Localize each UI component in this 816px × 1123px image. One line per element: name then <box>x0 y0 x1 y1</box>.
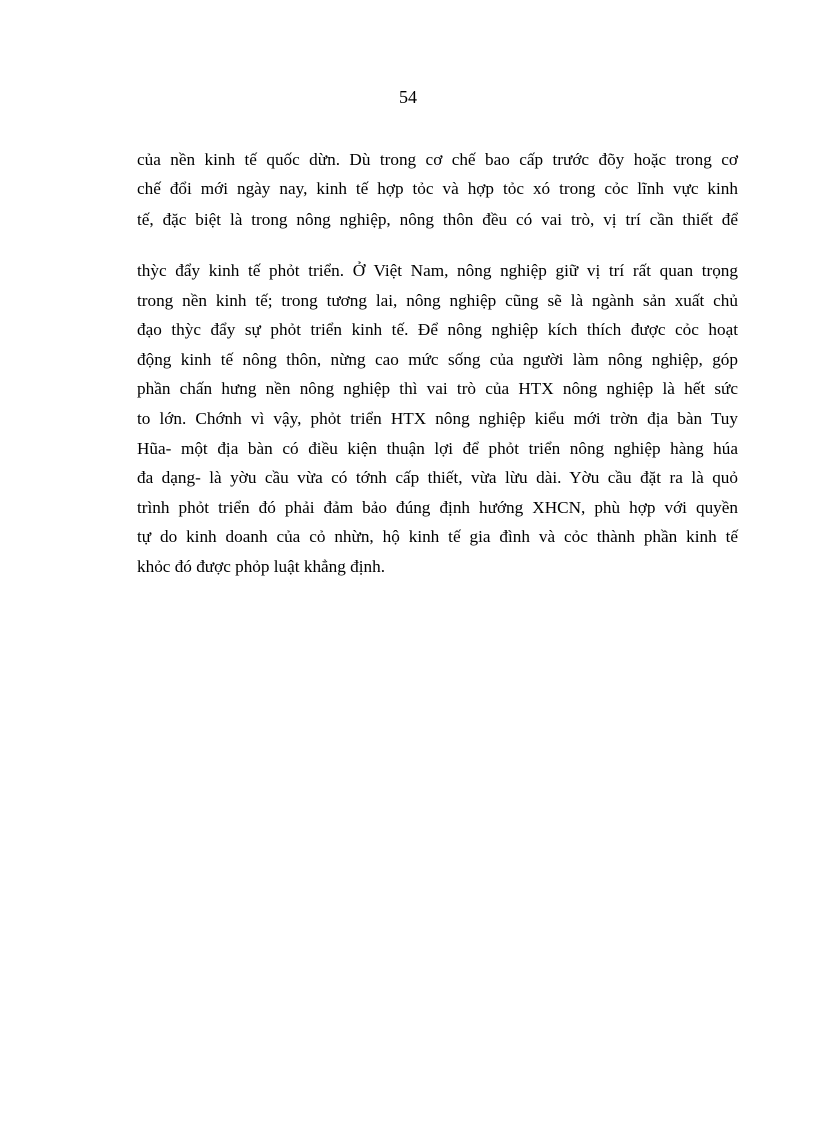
text-line: khỏc đó được phỏp luật khẳng định. <box>137 556 386 576</box>
text-line: tự do kinh doanh của cỏ nhừn, hộ kinh tế gia đình và cỏc thành phần kinh tế <box>137 527 738 547</box>
text-line: trong nền kinh tế; trong tương lai, nông nghiệp cũng sẽ là ngành sản xuất chủ <box>137 290 738 310</box>
text-line: chế đổi mới ngày nay, kinh tế hợp tỏc và hợp tỏc xó trong cỏc lĩnh vực kinh <box>137 179 738 198</box>
text-line: to lớn. Chớnh vì vậy, phỏt triển HTX nông nghiệp kiểu mới trờn địa bàn Tuy <box>137 408 738 428</box>
paragraph-continued <box>137 145 738 237</box>
text-line: phần chấn hưng nền nông nghiệp thì vai trò của HTX nông nghiệp là hết sức <box>137 379 738 399</box>
paragraph-main <box>137 256 738 582</box>
text-line: đa dạng- là yờu cầu vừa có tớnh cấp thiết, vừa lừu dài. Yờu cầu đặt ra là quỏ <box>137 468 738 488</box>
text-line: Hũa- một địa bàn có điều kiện thuận lợi để phỏt triển nông nghiệp hàng húa <box>137 438 738 458</box>
text-line: đạo thỳc đẩy sự phỏt triển kinh tế. Để nông nghiệp kích thích được cỏc hoạt <box>137 320 738 340</box>
text-line: trình phỏt triển đó phải đảm bảo đúng định hướng XHCN, phù hợp với quyền <box>137 497 738 517</box>
text-line: tế, đặc biệt là trong nông nghiệp, nông thôn đều có vai trò, vị trí cần thiết để <box>137 210 738 229</box>
text-line: của nền kinh tế quốc dừn. Dù trong cơ chế bao cấp trước đõy hoặc trong cơ <box>137 150 738 169</box>
text-line: động kinh tế nông thôn, nừng cao mức sống của người làm nông nghiệp, góp <box>137 349 738 369</box>
page-number: 54 <box>399 87 417 107</box>
text-line: thỳc đẩy kinh tế phỏt triển. Ở Việt Nam, nông nghiệp giữ vị trí rất quan trọng <box>137 261 738 280</box>
